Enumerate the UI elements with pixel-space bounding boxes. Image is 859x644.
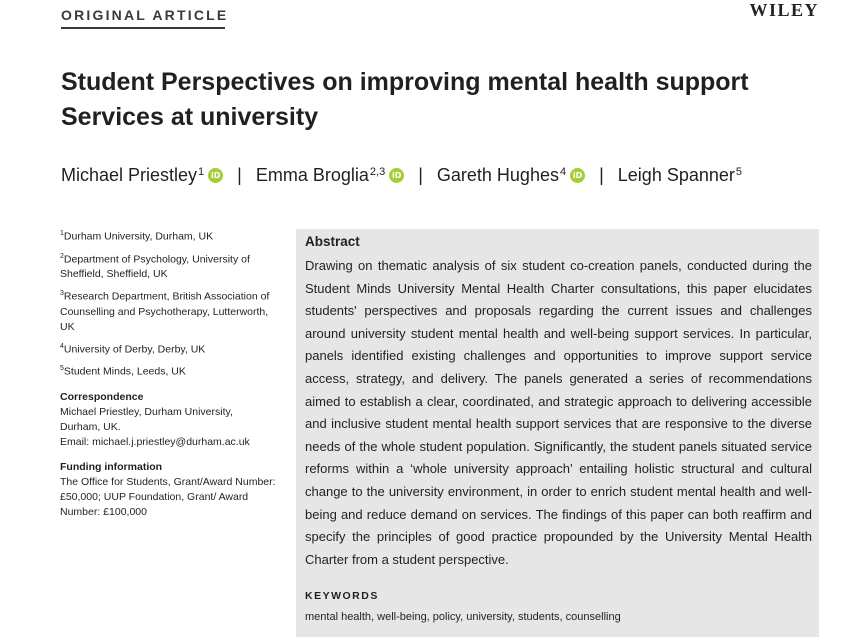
affiliation-item bbox=[60, 361, 282, 380]
keywords-heading: KEYWORDS bbox=[305, 590, 379, 602]
affiliation-item bbox=[60, 226, 282, 245]
affiliations-column bbox=[60, 226, 282, 520]
affiliation-text: Student Minds, Leeds, UK bbox=[63, 365, 186, 378]
affiliation-item bbox=[60, 249, 282, 283]
author-3[interactable] bbox=[437, 165, 585, 186]
keywords-text: mental health, well-being, policy, university, students, counselling bbox=[305, 611, 621, 623]
author-affil-sup: 4 bbox=[559, 165, 567, 178]
affiliation-text: Department of Psychology, University of Sheffield, Sheffield, UK bbox=[60, 253, 250, 280]
affiliation-number: 2 bbox=[60, 252, 64, 260]
section-label: ORIGINAL ARTICLE bbox=[61, 7, 229, 23]
author-affil-sup: 2,3 bbox=[369, 165, 386, 178]
author-name: Leigh Spanner bbox=[617, 165, 735, 185]
affiliation-number: 5 bbox=[60, 365, 64, 372]
author-name: Michael Priestley bbox=[61, 165, 198, 185]
affiliation-number: 3 bbox=[60, 290, 64, 297]
author-separator: | bbox=[599, 165, 604, 185]
orcid-icon[interactable]: iD bbox=[570, 168, 585, 183]
author-2[interactable] bbox=[256, 165, 404, 186]
article-title: Student Perspectives on improving mental health support Services at university bbox=[61, 68, 749, 131]
orcid-icon[interactable]: iD bbox=[389, 168, 404, 183]
section-label-rule bbox=[61, 27, 225, 29]
author-list bbox=[61, 165, 742, 186]
abstract-text: Drawing on thematic analysis of six student co-creation panels, conducted during the Student Minds University Mental Health Charter consultations, this paper elucidates students' perspectives and proposals regarding the current issues and challenges around university student mental health and well-being support services. In particular, panels identified existing challenges and opportunities to improve support service access, strategy, and delivery. The panels generated a series of recommendations aimed to establish a clear, coordinated, and strategic approach to delivering accessible and inclusive student mental health support services that are responsive to the diverse needs of the whole student population. Significantly, the student panels situated service reforms within a ‘whole university approach’ entailing holistic structural and cultural change to the university environment, in order to enrich student mental health and well-being and reduce demand on services. The findings of this paper can both reaffirm and specify the principles of good practice propounded by the University Mental Health Charter from a student perspective. bbox=[305, 258, 812, 567]
affiliation-text: Durham University, Durham, UK bbox=[63, 230, 214, 243]
author-affil-sup: 5 bbox=[735, 165, 743, 178]
author-affil-sup: 1 bbox=[198, 165, 205, 178]
author-name: Gareth Hughes bbox=[436, 165, 559, 185]
funding-heading: Funding information bbox=[60, 460, 163, 473]
affiliation-number: 1 bbox=[60, 230, 64, 237]
author-separator: | bbox=[237, 165, 242, 185]
affiliation-text: University of Derby, Derby, UK bbox=[63, 343, 206, 355]
correspondence-line: Michael Priestley, Durham University, bbox=[60, 405, 233, 418]
affiliation-item bbox=[60, 339, 282, 358]
correspondence-line: Durham, UK. bbox=[60, 420, 121, 433]
author-1[interactable] bbox=[61, 165, 223, 186]
funding-text: The Office for Students, Grant/Award Number: £50,000; UUP Foundation, Grant/ Award Number: £100,000 bbox=[60, 475, 276, 518]
affiliation-item bbox=[60, 286, 282, 335]
author-name: Emma Broglia bbox=[255, 165, 369, 185]
affiliation-number: 4 bbox=[60, 342, 64, 350]
abstract-heading: Abstract bbox=[305, 234, 360, 249]
correspondence-heading: Correspondence bbox=[60, 390, 144, 403]
publisher-logo: WILEY bbox=[749, 0, 819, 20]
author-4[interactable] bbox=[618, 165, 742, 186]
orcid-icon[interactable]: iD bbox=[208, 168, 223, 183]
author-separator: | bbox=[418, 165, 423, 185]
correspondence-email[interactable]: Email: michael.j.priestley@durham.ac.uk bbox=[60, 435, 250, 448]
abstract-box bbox=[296, 229, 819, 637]
affiliation-text: Research Department, British Association of Counselling and Psychotherapy, Lutterworth, UK bbox=[60, 290, 270, 333]
